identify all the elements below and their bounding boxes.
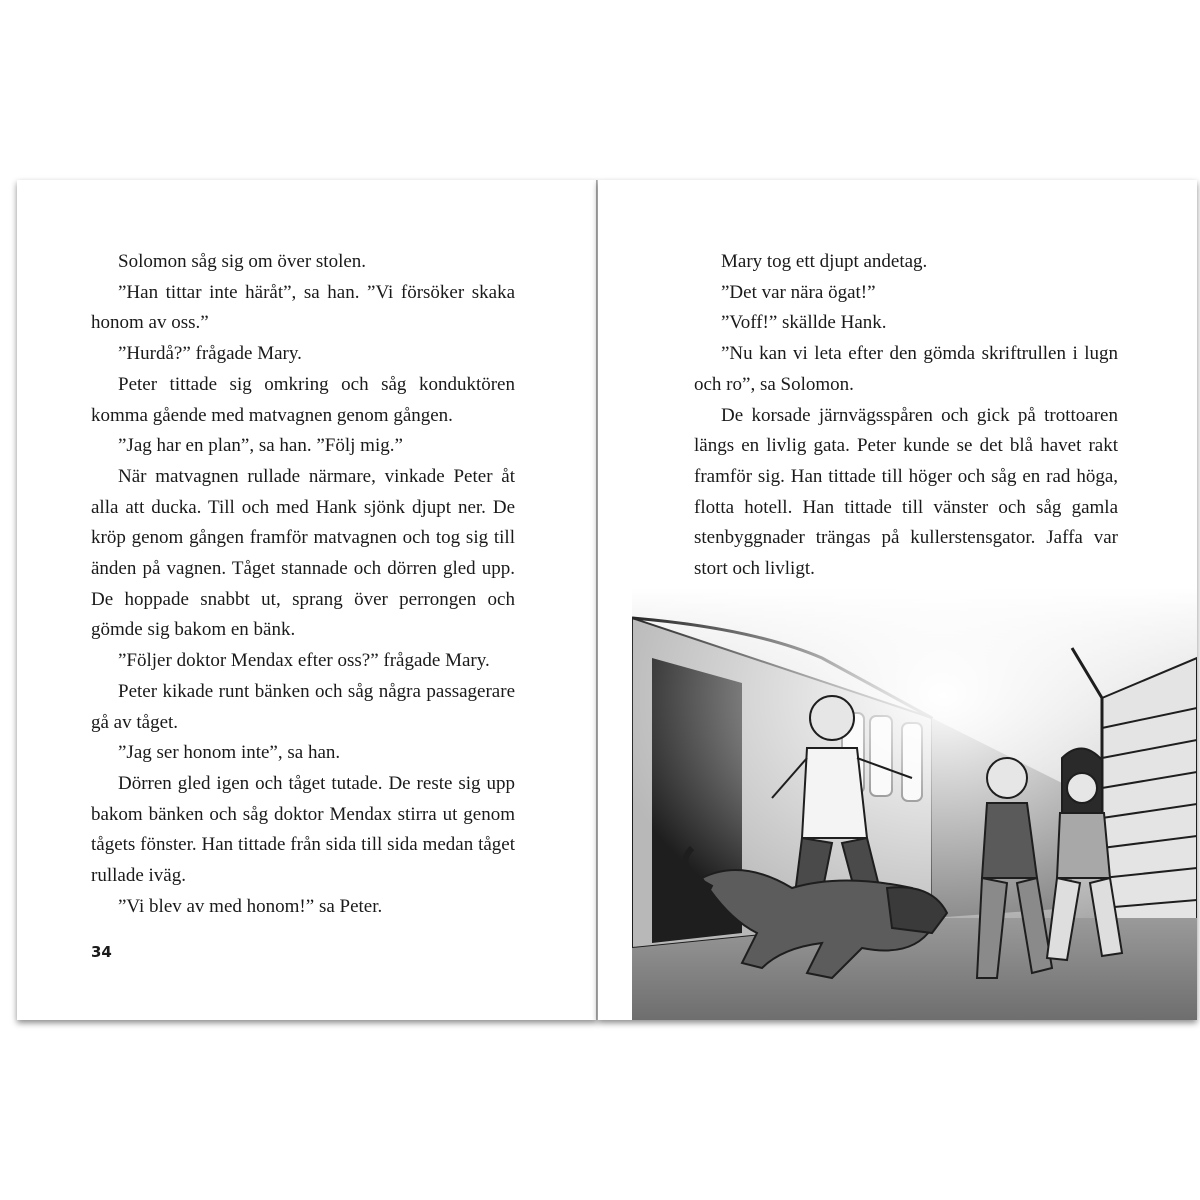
paragraph: ”Jag ser honom inte”, sa han.	[118, 742, 341, 764]
left-page	[17, 180, 597, 1020]
paragraph: Dörren gled igen och tåget tutade. De reste sig upp bakom bänken och såg doktor Mendax stirra ut genom tågets fönster. Han tittade från sida till sida medan tåget rullade iväg.	[91, 772, 515, 887]
left-page-text	[91, 247, 515, 922]
paragraph: ”Nu kan vi leta efter den gömda skriftrullen i lugn och ro”, sa Solomon.	[694, 343, 1118, 395]
right-page-text	[694, 247, 1118, 585]
paragraph: ”Voff!” skällde Hank.	[721, 312, 887, 334]
paragraph: Mary tog ett djupt andetag.	[721, 251, 928, 272]
train-platform-illustration	[632, 588, 1197, 1020]
paragraph: Peter tittade sig omkring och såg konduktören komma gående med matvagnen genom gången.	[91, 373, 515, 426]
paragraph: ”Jag har en plan”, sa han. ”Följ mig.”	[118, 435, 403, 457]
page-number: 34	[91, 943, 112, 961]
paragraph: ”Han tittar inte häråt”, sa han. ”Vi försöker skaka honom av oss.”	[91, 281, 515, 334]
paragraph: De korsade järnvägsspåren och gick på trottoaren längs en livlig gata. Peter kunde se det blå havet rakt framför sig. Han tittade till höger och såg en rad höga, flotta hotell. Han tittade till vänster och såg gamla stenbyggnader trängas på kullerstensgator. Jaffa var stort och livligt.	[694, 404, 1118, 580]
paragraph: ”Hurdå?” frågade Mary.	[118, 343, 302, 365]
paragraph: ”Vi blev av med honom!” sa Peter.	[118, 895, 383, 917]
paragraph: Solomon såg sig om över stolen.	[118, 251, 367, 272]
right-page	[598, 180, 1197, 1020]
paragraph: ”Det var nära ögat!”	[721, 281, 876, 303]
paragraph: När matvagnen rullade närmare, vinkade Peter åt alla att ducka. Till och med Hank sjönk djupt ner. De kröp genom gången framför matvagnen och tog sig till änden på vagnen. Tåget stannade och dörren gled upp. De hoppade snabbt ut, sprang över perrongen och gömde sig bakom en bänk.	[91, 465, 515, 641]
paragraph: ”Följer doktor Mendax efter oss?” frågade Mary.	[118, 650, 490, 672]
book-spread	[17, 180, 1197, 1020]
paragraph: Peter kikade runt bänken och såg några passagerare gå av tåget.	[91, 680, 515, 733]
